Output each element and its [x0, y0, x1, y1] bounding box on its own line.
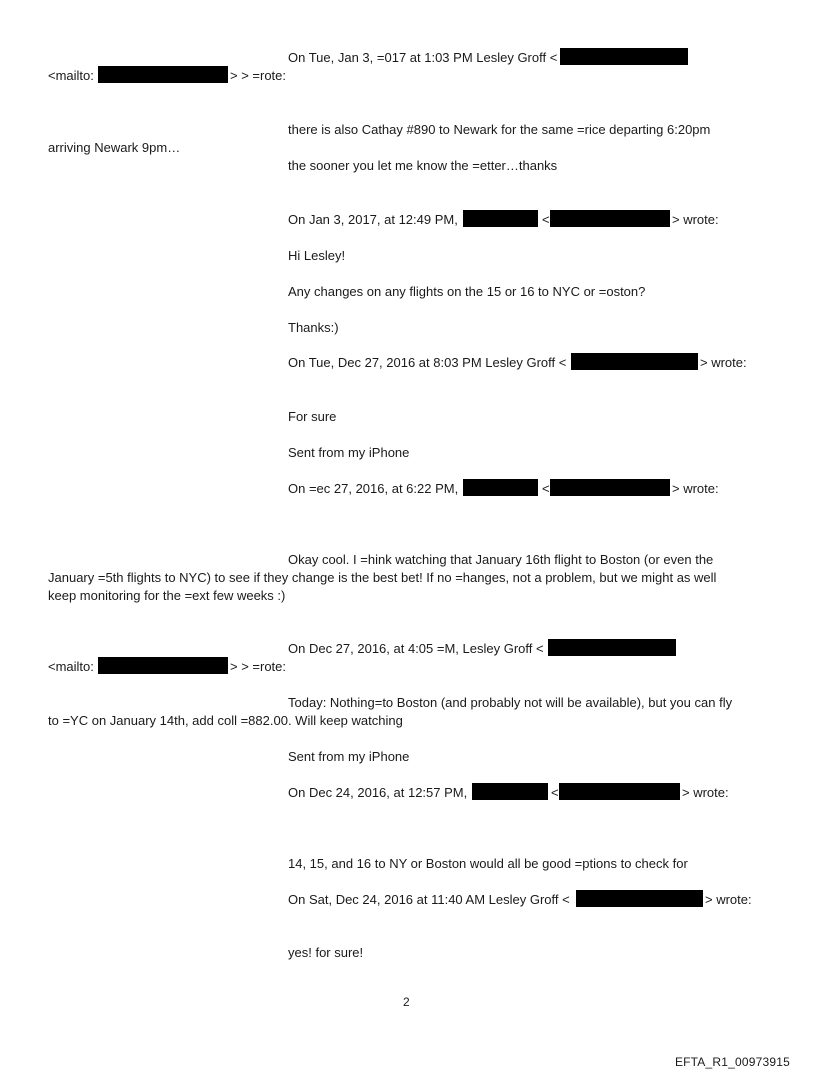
email-header-suffix: > wrote: [700, 355, 747, 370]
message-line: arriving Newark 9pm… [48, 140, 181, 155]
email-header-suffix: > wrote: [672, 212, 719, 227]
mailto-suffix: > > =rote: [230, 659, 287, 674]
email-header-line: On Dec 24, 2016, at 12:57 PM, [288, 785, 468, 800]
redaction-bar [560, 48, 688, 65]
message-line: the sooner you let me know the =etter…thanks [288, 158, 558, 173]
message-line: 14, 15, and 16 to NY or Boston would all be good =ptions to check for [288, 856, 688, 871]
redaction-bar [98, 657, 228, 674]
redaction-bar [550, 210, 670, 227]
mailto-prefix: <mailto: [48, 659, 94, 674]
redaction-bar [463, 479, 538, 496]
message-line: Hi Lesley! [288, 248, 346, 263]
message-line: keep monitoring for the =ext few weeks :) [48, 588, 286, 603]
email-header-bracket: < [542, 481, 550, 496]
message-line: Sent from my iPhone [288, 749, 410, 764]
message-line: Any changes on any flights on the 15 or 16 to NYC or =oston? [288, 284, 646, 299]
page-number: 2 [403, 995, 410, 1009]
redaction-bar [98, 66, 228, 83]
email-header-line: On Jan 3, 2017, at 12:49 PM, [288, 212, 458, 227]
email-header-line: On Tue, Jan 3, =017 at 1:03 PM Lesley Groff < [288, 50, 558, 65]
email-header-suffix: > wrote: [682, 785, 729, 800]
message-line: yes! for sure! [288, 945, 364, 960]
email-header-bracket: < [551, 785, 559, 800]
message-line: there is also Cathay #890 to Newark for the same =rice departing 6:20pm [288, 122, 711, 137]
redaction-bar [559, 783, 680, 800]
email-header-suffix: > wrote: [672, 481, 719, 496]
redaction-bar [472, 783, 548, 800]
email-header-bracket: < [542, 212, 550, 227]
mailto-prefix: <mailto: [48, 68, 94, 83]
redaction-bar [571, 353, 698, 370]
message-line: Okay cool. I =hink watching that January 16th flight to Boston (or even the [288, 552, 714, 567]
message-line: Sent from my iPhone [288, 445, 410, 460]
email-header-line: On Dec 27, 2016, at 4:05 =M, Lesley Groff < [288, 641, 544, 656]
document-id-footer: EFTA_R1_00973915 [674, 1055, 790, 1069]
message-line: to =YC on January 14th, add coll =882.00. Will keep watching [48, 713, 403, 728]
message-line: Today: Nothing=to Boston (and probably not will be available), but you can fly [288, 695, 733, 710]
email-header-line: On Sat, Dec 24, 2016 at 11:40 AM Lesley Groff < [288, 892, 570, 907]
email-header-line: On =ec 27, 2016, at 6:22 PM, [288, 481, 459, 496]
message-line: For sure [288, 409, 337, 424]
redaction-bar [548, 639, 676, 656]
email-header-suffix: > wrote: [705, 892, 752, 907]
message-line: January =5th flights to NYC) to see if they change is the best bet! If no =hanges, not a problem, but we might as well [48, 570, 717, 585]
mailto-suffix: > > =rote: [230, 68, 287, 83]
message-line: Thanks:) [288, 320, 339, 335]
redaction-bar [576, 890, 703, 907]
redaction-bar [463, 210, 538, 227]
email-header-line: On Tue, Dec 27, 2016 at 8:03 PM Lesley Groff < [288, 355, 567, 370]
redaction-bar [550, 479, 670, 496]
